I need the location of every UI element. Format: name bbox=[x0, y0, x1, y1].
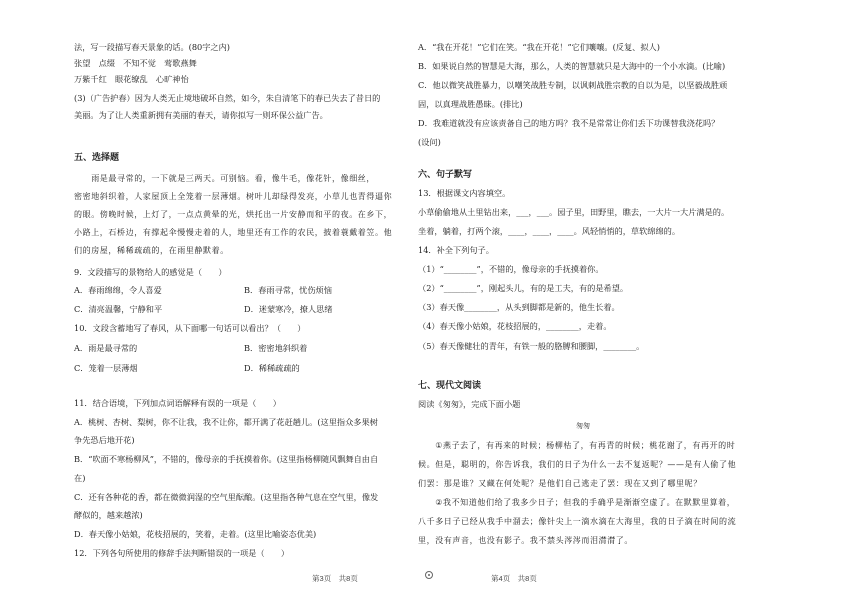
page-number-right: 第4页 共8页 bbox=[491, 574, 537, 583]
reading-passage-line: 里，没有声音，也没有影子。我不禁头涔涔而泪潸潸了。 bbox=[418, 536, 633, 545]
q11-option-c[interactable]: C．还有各种花的香，都在微微润湿的空气里酝酿。(这里指各种气息在空气里，像发 bbox=[74, 492, 379, 502]
question-13: 13．根据课文内容填空。 bbox=[418, 188, 511, 198]
q11-option-b-cont: 在) bbox=[74, 473, 86, 483]
q14-item-1[interactable]: （1）“________”，不错的，像母亲的手抚摸着你。 bbox=[418, 264, 604, 274]
reading-passage-line: 们罢：那是谁？又藏在何处呢？是他们自己逃走了罢：现在又到了哪里呢？ bbox=[418, 479, 702, 488]
q12-option-b[interactable]: B．如果说自然的智慧是大海，那么，人类的智慧就只是大海中的一个小水滴。(比喻) bbox=[418, 61, 726, 71]
q9-options-row1 bbox=[74, 285, 332, 296]
q11-option-c-cont: 酵似的，越来越浓) bbox=[74, 510, 143, 520]
question-14: 14．补全下列句子。 bbox=[418, 245, 494, 255]
question-11: 11．结合语境，下列加点词语解释有误的一项是（ ） bbox=[74, 398, 281, 408]
q12-option-c-cont: 固，以真理战胜愚昧。(排比) bbox=[418, 99, 523, 109]
word-list-1: 张望 点缀 不知不觉 莺歌燕舞 bbox=[74, 58, 197, 68]
q12-option-c[interactable]: C．他以微笑战胜暴力，以嘲笑战胜专制，以讽刺战胜宗教的自以为是，以坚毅战胜顽 bbox=[418, 80, 728, 90]
question-12: 12．下列各句所使用的修辞手法判断错误的一项是（ ） bbox=[74, 548, 290, 558]
q11-option-d[interactable]: D．春天像小姑娘，花枝招展的，笑着，走着。(这里比喻姿态优美) bbox=[74, 529, 317, 539]
q14-item-3[interactable]: （3）春天像________，从头到脚都是新的，他生长着。 bbox=[418, 302, 620, 312]
q13-fill-line1[interactable]: 小草偷偷地从土里钻出来，___，___。园子里，田野里，瞧去，一大片一大片满是的。 bbox=[418, 207, 730, 217]
q11-option-a-cont: 争先恐后地开花) bbox=[74, 435, 135, 445]
q10-option-b[interactable]: B．密密地斜织着 bbox=[244, 343, 308, 353]
q9-option-b[interactable]: B．春雨寻常，忧伤烦恼 bbox=[244, 285, 332, 295]
q10-options-row1 bbox=[74, 343, 307, 354]
q11-option-a[interactable]: A．桃树、杏树、梨树，你不让我，我不让你，都开满了花赶趟儿。(这里指众多果树 bbox=[74, 417, 378, 427]
reading-passage-line: ①燕子去了，有再来的时候；杨柳枯了，有再青的时候；桃花谢了，有再开的时 bbox=[418, 441, 736, 450]
q13-fill-line2[interactable]: 坐着，躺着，打两个滚，____，____，____。风轻悄悄的，草软绵绵的。 bbox=[418, 226, 681, 236]
q8-part3-line2: 美丽。为了让人类重新拥有美丽的春天，请你拟写一则环保公益广告。 bbox=[74, 110, 328, 120]
section-7-title: 七、现代文阅读 bbox=[418, 381, 482, 391]
q10-option-c[interactable]: C．笼着一层薄烟 bbox=[74, 363, 138, 373]
q12-option-d-cont: (设问) bbox=[418, 137, 441, 147]
passage-line: 雨是最寻常的，一下就是三两天。可别恼。看，像牛毛，像花针，像细丝， bbox=[74, 174, 375, 183]
q12-option-d[interactable]: D．我难道就没有应该责备自己的地方吗？我不是常常让你们丢下功课替我浇花吗？ bbox=[418, 118, 720, 128]
question-9: 9．文段描写的景物给人的感觉是（ ） bbox=[74, 267, 227, 277]
q8-part3-line1: (3)（广告护春）因为人类无止境地破坏自然，如今，朱自清笔下的春已失去了昔日的 bbox=[74, 93, 381, 103]
passage-line: 的眼。傍晚时候，上灯了，一点点黄晕的光，烘托出一片安静而和平的夜。在乡下， bbox=[74, 210, 393, 219]
binding-hole-icon bbox=[425, 571, 433, 579]
q12-option-a[interactable]: A．“我在开花！”它们在笑。“我在开花！”它们嚷嚷。(反复、拟人) bbox=[418, 42, 660, 52]
passage-line: 小路上，石桥边，有撑起伞慢慢走着的人，地里还有工作的农民，披着蓑戴着笠。他 bbox=[74, 228, 393, 237]
reading-passage-line: 候。但是，聪明的，你告诉我，我们的日子为什么一去不复返呢？——是有人偷了他 bbox=[418, 460, 737, 469]
q10-option-a[interactable]: A．雨是最寻常的 bbox=[74, 343, 138, 353]
section-5-title: 五、选择题 bbox=[74, 153, 120, 163]
section-6-title: 六、句子默写 bbox=[418, 170, 473, 180]
q9-option-d[interactable]: D．迷蒙寒冷，撩人思绪 bbox=[244, 304, 333, 314]
passage-line: 们的房屋，稀稀疏疏的，在雨里静默着。 bbox=[74, 246, 229, 255]
q11-option-b[interactable]: B．“吹面不寒杨柳风”，不错的，像母亲的手抚摸着你。(这里指杨柳随风飘舞自由自 bbox=[74, 454, 379, 464]
reading-title: 匆匆 bbox=[576, 422, 590, 430]
q9-option-a[interactable]: A．春雨绵绵，令人喜爱 bbox=[74, 285, 162, 295]
q14-item-4[interactable]: （4）春天像小姑娘，花枝招展的，________，走着。 bbox=[418, 321, 612, 331]
passage-line: 密密地斜织着，人家屋顶上全笼着一层薄烟。树叶儿却绿得发亮，小草儿也青得逼你 bbox=[74, 192, 393, 201]
q14-item-5[interactable]: （5）春天像健壮的青年，有铁一般的胳膊和腰脚，________。 bbox=[418, 341, 645, 351]
reading-passage-line: 八千多日子已经从我手中溜去；像针尖上一滴水滴在大海里，我的日子滴在时间的流 bbox=[418, 517, 737, 526]
q9-option-c[interactable]: C．清亮温馨，宁静和平 bbox=[74, 304, 163, 314]
q8-instruction-end: 法，写一段描写春天景象的话。(80字之内) bbox=[74, 42, 230, 52]
q10-options-row2 bbox=[74, 363, 300, 374]
reading-passage-line: ②我不知道他们给了我多少日子；但我的手确乎是渐渐空虚了。在默默里算着， bbox=[418, 498, 736, 507]
q9-options-row2 bbox=[74, 304, 332, 315]
page-number-left: 第3页 共8页 bbox=[312, 574, 358, 583]
question-10: 10．文段含蓄地写了春风，从下面哪一句话可以看出？（ ） bbox=[74, 323, 306, 333]
reading-instruction: 阅读《匆匆》，完成下面小题 bbox=[418, 399, 521, 409]
q10-option-d[interactable]: D．稀稀疏疏的 bbox=[244, 363, 300, 373]
word-list-2: 万紫千红 眼花缭乱 心旷神怡 bbox=[74, 74, 189, 84]
q14-item-2[interactable]: （2）“________”，刚起头儿，有的是工夫，有的是希望。 bbox=[418, 283, 629, 293]
